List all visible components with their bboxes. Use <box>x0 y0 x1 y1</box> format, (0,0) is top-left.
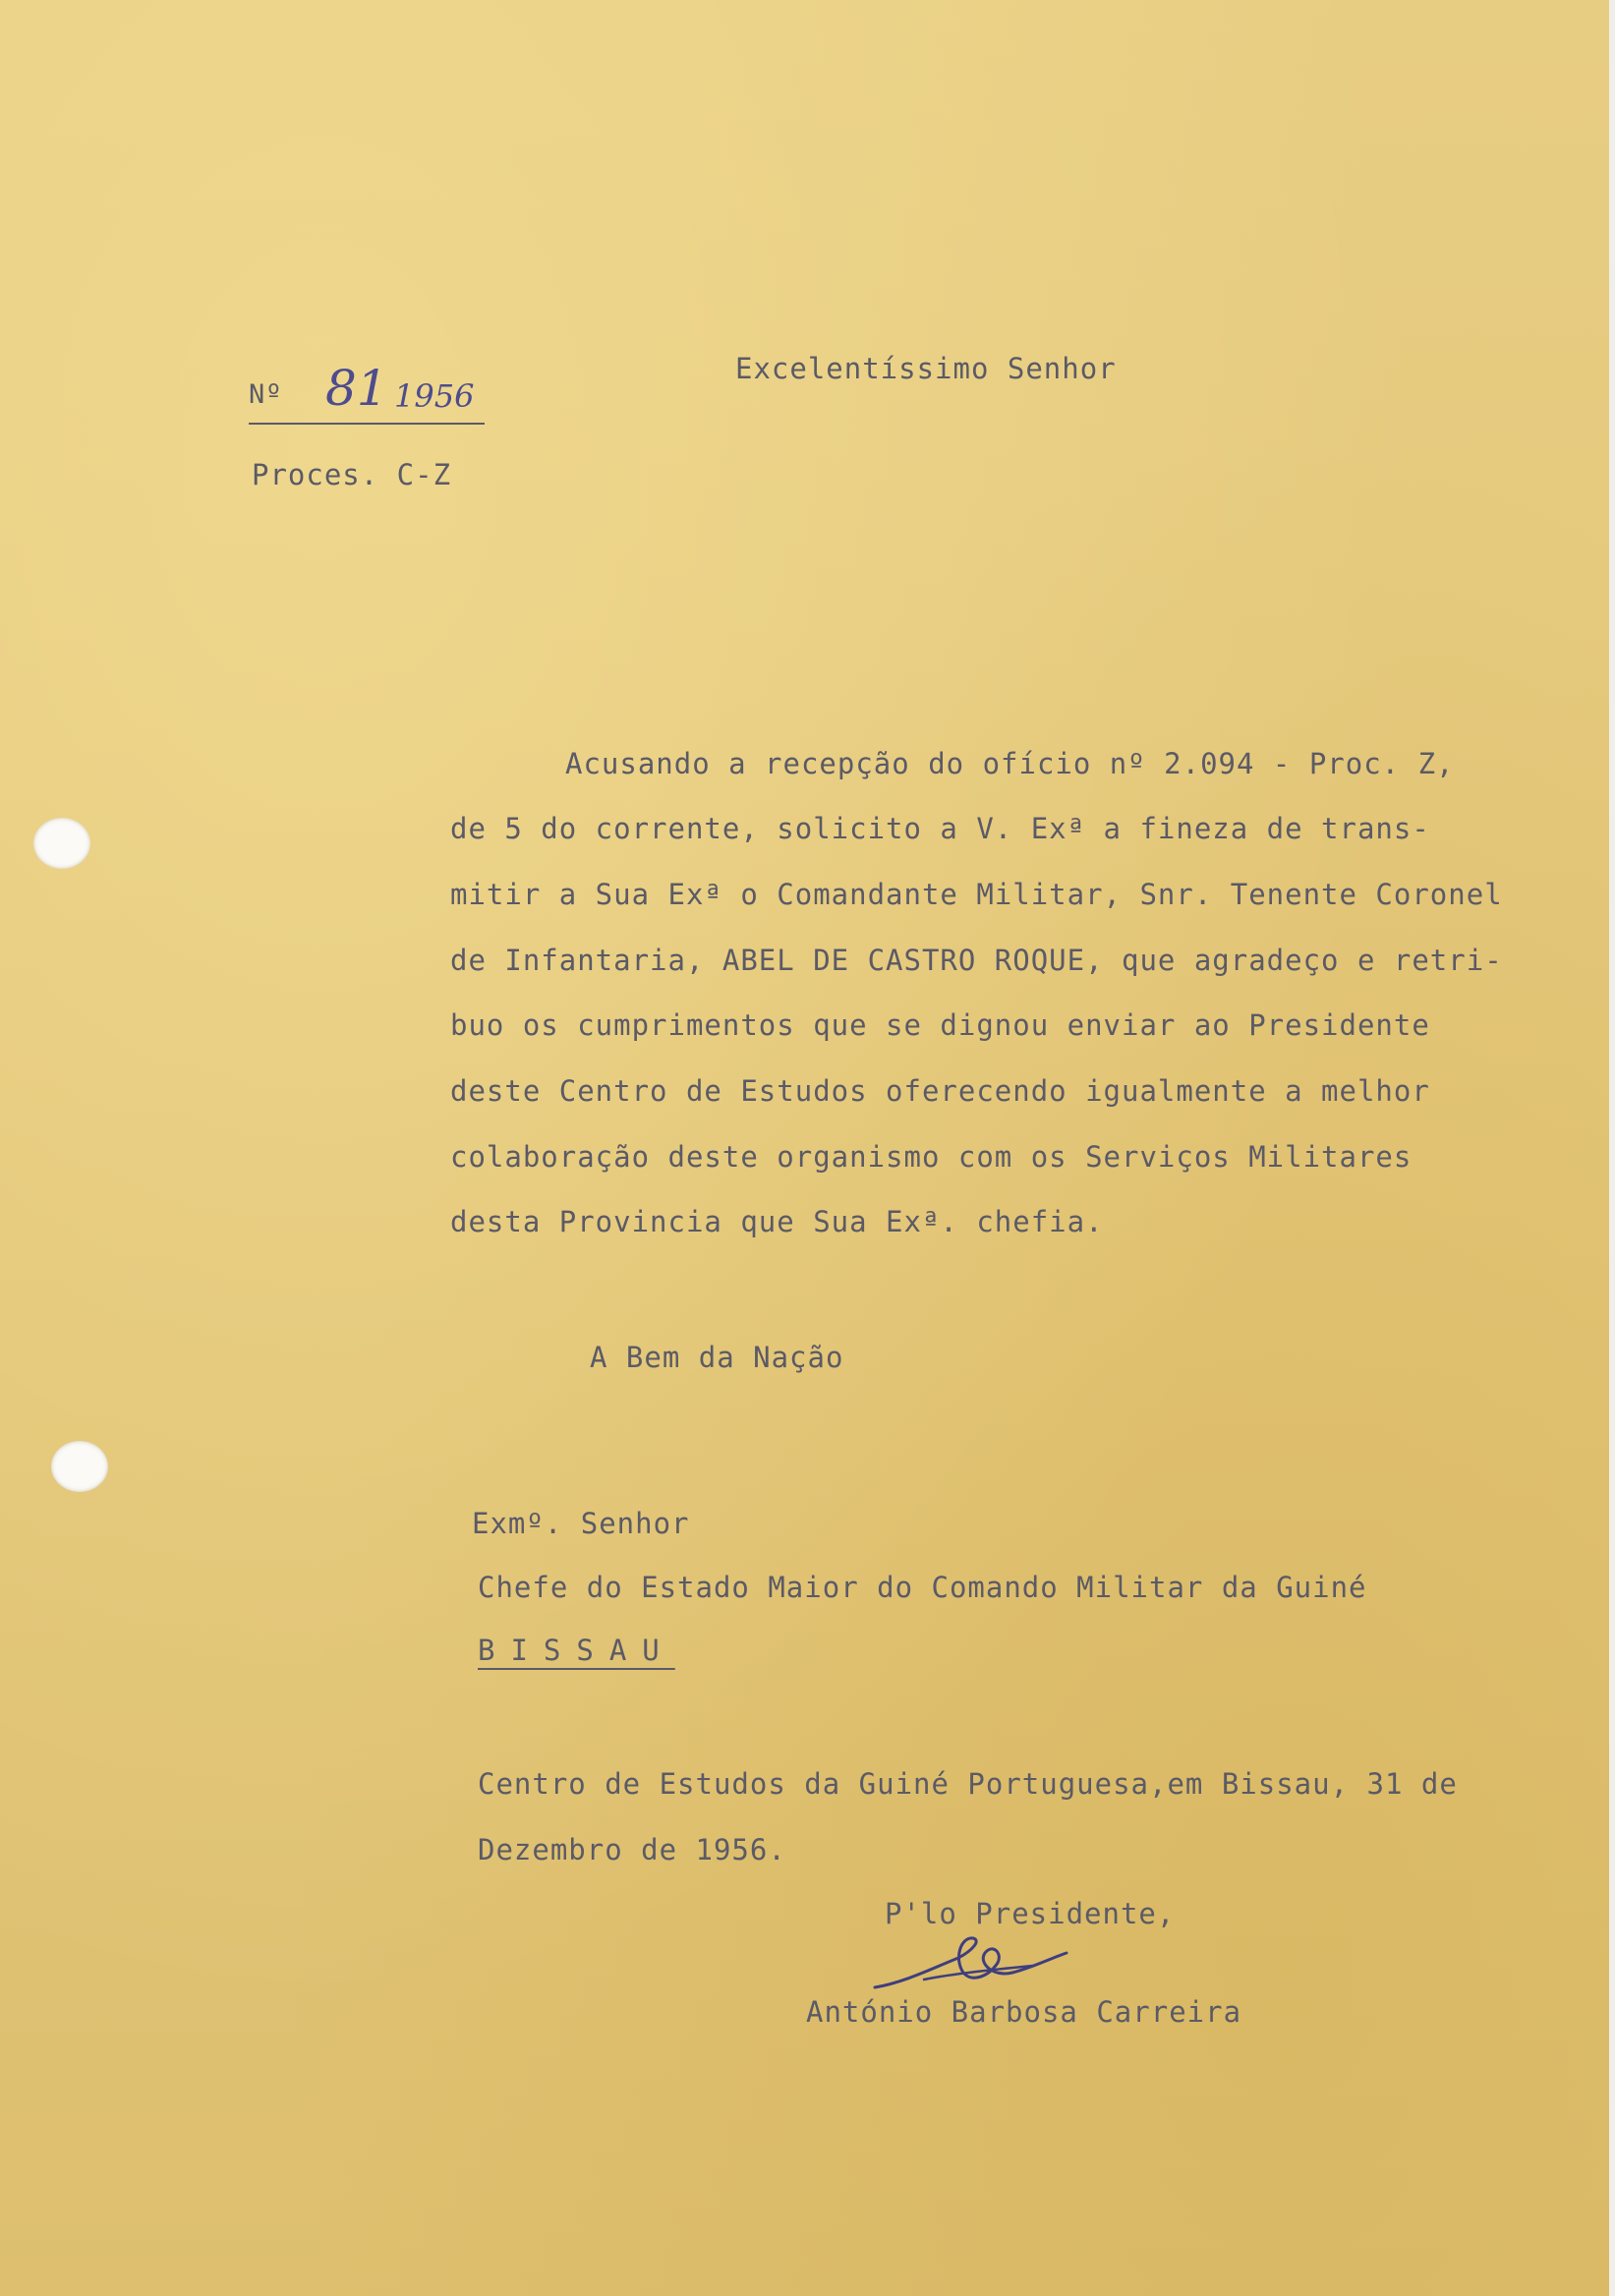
number-prefix: Nº <box>249 379 283 410</box>
on-behalf-line: P'lo Presidente, <box>885 1897 1176 1930</box>
body-line: colaboração deste organismo com os Serviços Militares <box>450 1140 1413 1174</box>
body-line: deste Centro de Estudos oferecendo igualmente a melhor <box>450 1074 1430 1108</box>
salutation: Excelentíssimo Senhor <box>735 352 1117 385</box>
body-line: Acusando a recepção do ofício nº 2.094 - Proc. Z, <box>565 747 1455 780</box>
addressee-city: BISSAU <box>478 1634 675 1667</box>
number-year: 1956 <box>394 377 475 415</box>
addressee-title: Exmº. Senhor <box>472 1507 690 1540</box>
body-line: de 5 do corrente, solicito a V. Exª a fineza de trans- <box>450 812 1430 845</box>
punch-hole-top <box>33 818 90 869</box>
punch-hole-bottom <box>51 1441 108 1492</box>
reference-number <box>249 360 485 425</box>
addressee-position: Chefe do Estado Maior do Comando Militar da Guiné <box>478 1571 1367 1604</box>
signatory-name: António Barbosa Carreira <box>806 1995 1242 2029</box>
number-handwritten: 81 <box>325 360 388 417</box>
body-line: de Infantaria, ABEL DE CASTRO ROQUE, que agradeço e retri- <box>450 944 1503 977</box>
process-reference: Proces. C-Z <box>252 458 452 491</box>
date-line: Centro de Estudos da Guiné Portuguesa,em Bissau, 31 de <box>478 1767 1458 1801</box>
body-line: desta Provincia que Sua Exª. chefia. <box>450 1205 1104 1238</box>
body-line: mitir a Sua Exª o Comandante Militar, Snr. Tenente Coronel <box>450 878 1503 911</box>
closing-formula: A Bem da Nação <box>590 1341 844 1374</box>
date-line: Dezembro de 1956. <box>478 1833 786 1866</box>
body-line: buo os cumprimentos que se dignou enviar ao Presidente <box>450 1008 1430 1042</box>
